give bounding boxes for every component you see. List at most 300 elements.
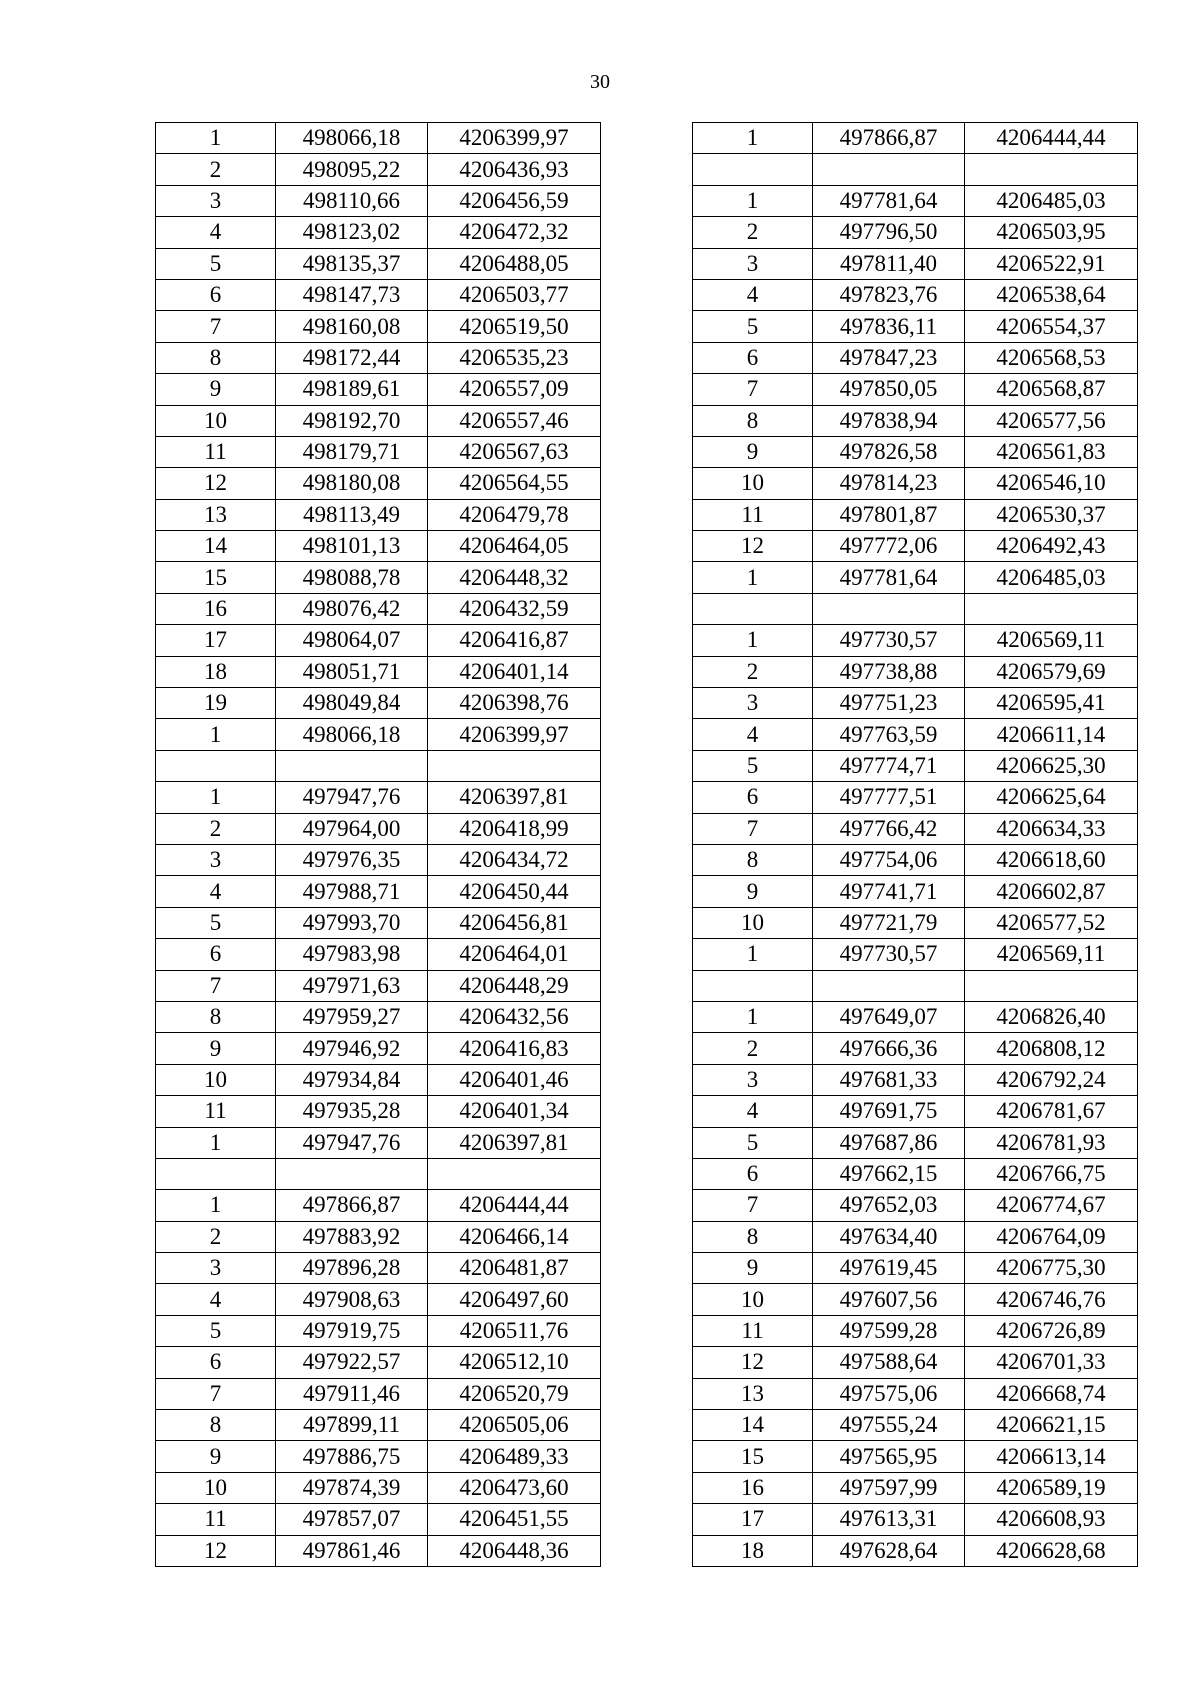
point-number-cell: 9 xyxy=(693,876,813,907)
x-coordinate-cell: 497836,11 xyxy=(813,311,965,342)
table-row xyxy=(156,1190,601,1221)
point-number-cell: 1 xyxy=(693,562,813,593)
y-coordinate-cell: 4206792,24 xyxy=(965,1064,1138,1095)
point-number-cell: 5 xyxy=(156,907,276,938)
x-coordinate-cell: 498180,08 xyxy=(276,468,428,499)
point-number-cell: 12 xyxy=(693,531,813,562)
table-row xyxy=(156,1472,601,1503)
table-row xyxy=(693,1064,1138,1095)
point-number-cell: 1 xyxy=(156,719,276,750)
table-row xyxy=(156,719,601,750)
table-row xyxy=(156,625,601,656)
y-coordinate-cell: 4206488,05 xyxy=(428,248,601,279)
x-coordinate-cell: 497613,31 xyxy=(813,1504,965,1535)
y-coordinate-cell: 4206775,30 xyxy=(965,1253,1138,1284)
y-coordinate-cell: 4206608,93 xyxy=(965,1504,1138,1535)
point-number-cell: 11 xyxy=(693,499,813,530)
coordinates-table-body xyxy=(693,123,1138,1567)
y-coordinate-cell: 4206602,87 xyxy=(965,876,1138,907)
table-row xyxy=(156,593,601,624)
point-number-cell: 6 xyxy=(693,782,813,813)
table-row xyxy=(693,1347,1138,1378)
x-coordinate-cell: 497634,40 xyxy=(813,1221,965,1252)
point-number-cell: 1 xyxy=(693,123,813,154)
point-number-cell: 13 xyxy=(156,499,276,530)
point-number-cell: 1 xyxy=(156,782,276,813)
x-coordinate-cell: 497946,92 xyxy=(276,1033,428,1064)
y-coordinate-cell: 4206520,79 xyxy=(428,1378,601,1409)
x-coordinate-cell: 497649,07 xyxy=(813,1001,965,1032)
y-coordinate-cell: 4206634,33 xyxy=(965,813,1138,844)
y-coordinate-cell: 4206625,64 xyxy=(965,782,1138,813)
point-number-cell: 10 xyxy=(693,907,813,938)
y-coordinate-cell: 4206450,44 xyxy=(428,876,601,907)
point-number-cell: 1 xyxy=(156,1190,276,1221)
y-coordinate-cell: 4206808,12 xyxy=(965,1033,1138,1064)
y-coordinate-cell: 4206497,60 xyxy=(428,1284,601,1315)
x-coordinate-cell: 497947,76 xyxy=(276,1127,428,1158)
table-row xyxy=(693,719,1138,750)
y-coordinate-cell: 4206397,81 xyxy=(428,782,601,813)
table-row xyxy=(156,1253,601,1284)
point-number-cell: 10 xyxy=(693,468,813,499)
point-number-cell: 16 xyxy=(693,1472,813,1503)
x-coordinate-cell: 498192,70 xyxy=(276,405,428,436)
x-coordinate-cell: 497838,94 xyxy=(813,405,965,436)
y-coordinate-cell: 4206451,55 xyxy=(428,1504,601,1535)
point-number-cell: 4 xyxy=(693,279,813,310)
point-number-cell: 5 xyxy=(156,248,276,279)
table-row xyxy=(693,1504,1138,1535)
y-coordinate-cell xyxy=(965,593,1138,624)
table-row xyxy=(156,1158,601,1189)
y-coordinate-cell: 4206522,91 xyxy=(965,248,1138,279)
x-coordinate-cell: 497607,56 xyxy=(813,1284,965,1315)
x-coordinate-cell: 497866,87 xyxy=(276,1190,428,1221)
y-coordinate-cell: 4206781,67 xyxy=(965,1096,1138,1127)
table-row xyxy=(693,1535,1138,1566)
x-coordinate-cell xyxy=(276,750,428,781)
table-row xyxy=(693,1158,1138,1189)
point-number-cell: 19 xyxy=(156,688,276,719)
table-row xyxy=(693,625,1138,656)
table-row xyxy=(156,248,601,279)
y-coordinate-cell: 4206512,10 xyxy=(428,1347,601,1378)
table-row xyxy=(693,436,1138,467)
point-number-cell: 4 xyxy=(693,1096,813,1127)
y-coordinate-cell: 4206577,52 xyxy=(965,907,1138,938)
table-row xyxy=(156,1033,601,1064)
point-number-cell: 1 xyxy=(693,939,813,970)
x-coordinate-cell: 497826,58 xyxy=(813,436,965,467)
x-coordinate-cell: 498160,08 xyxy=(276,311,428,342)
x-coordinate-cell: 497857,07 xyxy=(276,1504,428,1535)
y-coordinate-cell: 4206577,56 xyxy=(965,405,1138,436)
point-number-cell: 13 xyxy=(693,1378,813,1409)
table-row xyxy=(693,1472,1138,1503)
table-row xyxy=(156,1064,601,1095)
table-row xyxy=(693,688,1138,719)
y-coordinate-cell: 4206416,87 xyxy=(428,625,601,656)
table-row xyxy=(156,531,601,562)
x-coordinate-cell: 497565,95 xyxy=(813,1441,965,1472)
point-number-cell: 6 xyxy=(693,1158,813,1189)
y-coordinate-cell: 4206398,76 xyxy=(428,688,601,719)
y-coordinate-cell xyxy=(965,154,1138,185)
x-coordinate-cell: 497886,75 xyxy=(276,1441,428,1472)
point-number-cell xyxy=(156,750,276,781)
point-number-cell: 14 xyxy=(156,531,276,562)
x-coordinate-cell: 497919,75 xyxy=(276,1315,428,1346)
y-coordinate-cell: 4206530,37 xyxy=(965,499,1138,530)
table-row xyxy=(693,813,1138,844)
x-coordinate-cell: 497896,28 xyxy=(276,1253,428,1284)
y-coordinate-cell: 4206535,23 xyxy=(428,342,601,373)
x-coordinate-cell: 497959,27 xyxy=(276,1001,428,1032)
x-coordinate-cell: 497847,23 xyxy=(813,342,965,373)
table-row xyxy=(156,1410,601,1441)
y-coordinate-cell xyxy=(965,970,1138,1001)
y-coordinate-cell: 4206503,95 xyxy=(965,217,1138,248)
point-number-cell: 10 xyxy=(693,1284,813,1315)
y-coordinate-cell: 4206473,60 xyxy=(428,1472,601,1503)
table-row xyxy=(156,1127,601,1158)
table-row xyxy=(693,1001,1138,1032)
y-coordinate-cell: 4206436,93 xyxy=(428,154,601,185)
x-coordinate-cell: 498135,37 xyxy=(276,248,428,279)
point-number-cell: 7 xyxy=(156,311,276,342)
y-coordinate-cell: 4206434,72 xyxy=(428,844,601,875)
x-coordinate-cell: 497555,24 xyxy=(813,1410,965,1441)
table-row xyxy=(693,342,1138,373)
x-coordinate-cell: 497738,88 xyxy=(813,656,965,687)
x-coordinate-cell: 497908,63 xyxy=(276,1284,428,1315)
table-row xyxy=(693,656,1138,687)
point-number-cell: 12 xyxy=(693,1347,813,1378)
table-row xyxy=(693,279,1138,310)
x-coordinate-cell: 498088,78 xyxy=(276,562,428,593)
x-coordinate-cell: 498066,18 xyxy=(276,719,428,750)
coordinates-table-body xyxy=(156,123,601,1567)
y-coordinate-cell: 4206472,32 xyxy=(428,217,601,248)
x-coordinate-cell: 498172,44 xyxy=(276,342,428,373)
point-number-cell: 8 xyxy=(156,1001,276,1032)
y-coordinate-cell: 4206401,34 xyxy=(428,1096,601,1127)
table-row xyxy=(156,185,601,216)
x-coordinate-cell: 497911,46 xyxy=(276,1378,428,1409)
y-coordinate-cell: 4206511,76 xyxy=(428,1315,601,1346)
point-number-cell: 11 xyxy=(156,1096,276,1127)
table-row xyxy=(693,1441,1138,1472)
table-row xyxy=(693,1127,1138,1158)
point-number-cell: 12 xyxy=(156,468,276,499)
point-number-cell xyxy=(693,154,813,185)
x-coordinate-cell: 497971,63 xyxy=(276,970,428,1001)
coordinates-table-right xyxy=(692,122,1138,1567)
x-coordinate-cell: 497751,23 xyxy=(813,688,965,719)
point-number-cell: 3 xyxy=(156,1253,276,1284)
x-coordinate-cell: 497721,79 xyxy=(813,907,965,938)
x-coordinate-cell: 497850,05 xyxy=(813,374,965,405)
table-row xyxy=(156,970,601,1001)
table-row xyxy=(693,1253,1138,1284)
y-coordinate-cell: 4206569,11 xyxy=(965,939,1138,970)
table-row xyxy=(693,468,1138,499)
y-coordinate-cell: 4206456,81 xyxy=(428,907,601,938)
y-coordinate-cell: 4206503,77 xyxy=(428,279,601,310)
x-coordinate-cell: 498064,07 xyxy=(276,625,428,656)
table-row xyxy=(156,311,601,342)
x-coordinate-cell: 497763,59 xyxy=(813,719,965,750)
point-number-cell: 8 xyxy=(693,1221,813,1252)
point-number-cell: 2 xyxy=(693,656,813,687)
point-number-cell: 3 xyxy=(156,844,276,875)
y-coordinate-cell: 4206595,41 xyxy=(965,688,1138,719)
y-coordinate-cell: 4206481,87 xyxy=(428,1253,601,1284)
y-coordinate-cell: 4206701,33 xyxy=(965,1347,1138,1378)
table-row xyxy=(156,813,601,844)
x-coordinate-cell: 497861,46 xyxy=(276,1535,428,1566)
point-number-cell: 8 xyxy=(156,342,276,373)
table-row xyxy=(156,499,601,530)
table-row xyxy=(156,844,601,875)
point-number-cell: 14 xyxy=(693,1410,813,1441)
x-coordinate-cell: 497976,35 xyxy=(276,844,428,875)
y-coordinate-cell: 4206444,44 xyxy=(428,1190,601,1221)
point-number-cell: 18 xyxy=(693,1535,813,1566)
point-number-cell: 9 xyxy=(693,1253,813,1284)
table-row xyxy=(693,970,1138,1001)
y-coordinate-cell: 4206557,46 xyxy=(428,405,601,436)
table-row xyxy=(693,782,1138,813)
x-coordinate-cell: 498113,49 xyxy=(276,499,428,530)
table-row xyxy=(156,1441,601,1472)
y-coordinate-cell: 4206519,50 xyxy=(428,311,601,342)
table-row xyxy=(156,1378,601,1409)
y-coordinate-cell: 4206668,74 xyxy=(965,1378,1138,1409)
point-number-cell: 9 xyxy=(693,436,813,467)
x-coordinate-cell: 497730,57 xyxy=(813,625,965,656)
point-number-cell: 8 xyxy=(693,405,813,436)
y-coordinate-cell xyxy=(428,750,601,781)
x-coordinate-cell: 497777,51 xyxy=(813,782,965,813)
table-row xyxy=(693,185,1138,216)
y-coordinate-cell: 4206726,89 xyxy=(965,1315,1138,1346)
point-number-cell: 6 xyxy=(156,939,276,970)
table-row xyxy=(693,374,1138,405)
table-row xyxy=(156,907,601,938)
y-coordinate-cell: 4206611,14 xyxy=(965,719,1138,750)
table-row xyxy=(156,374,601,405)
table-row xyxy=(693,531,1138,562)
table-row xyxy=(156,1001,601,1032)
point-number-cell: 2 xyxy=(693,217,813,248)
point-number-cell: 7 xyxy=(693,374,813,405)
point-number-cell: 6 xyxy=(156,279,276,310)
y-coordinate-cell: 4206464,05 xyxy=(428,531,601,562)
y-coordinate-cell: 4206505,06 xyxy=(428,1410,601,1441)
point-number-cell: 9 xyxy=(156,1441,276,1472)
x-coordinate-cell: 498189,61 xyxy=(276,374,428,405)
y-coordinate-cell: 4206418,99 xyxy=(428,813,601,844)
table-row xyxy=(156,656,601,687)
table-row xyxy=(693,405,1138,436)
table-row xyxy=(156,876,601,907)
point-number-cell: 3 xyxy=(156,185,276,216)
x-coordinate-cell: 497781,64 xyxy=(813,562,965,593)
y-coordinate-cell: 4206492,43 xyxy=(965,531,1138,562)
y-coordinate-cell: 4206399,97 xyxy=(428,123,601,154)
x-coordinate-cell: 498066,18 xyxy=(276,123,428,154)
x-coordinate-cell: 497935,28 xyxy=(276,1096,428,1127)
x-coordinate-cell: 497922,57 xyxy=(276,1347,428,1378)
x-coordinate-cell: 497662,15 xyxy=(813,1158,965,1189)
x-coordinate-cell: 498110,66 xyxy=(276,185,428,216)
y-coordinate-cell: 4206397,81 xyxy=(428,1127,601,1158)
x-coordinate-cell: 497730,57 xyxy=(813,939,965,970)
point-number-cell: 16 xyxy=(156,593,276,624)
point-number-cell: 6 xyxy=(693,342,813,373)
point-number-cell: 1 xyxy=(693,625,813,656)
point-number-cell: 7 xyxy=(156,1378,276,1409)
table-row xyxy=(693,562,1138,593)
point-number-cell: 4 xyxy=(156,1284,276,1315)
point-number-cell: 4 xyxy=(693,719,813,750)
point-number-cell: 8 xyxy=(156,1410,276,1441)
table-row xyxy=(693,154,1138,185)
x-coordinate-cell: 497947,76 xyxy=(276,782,428,813)
point-number-cell: 15 xyxy=(156,562,276,593)
table-row xyxy=(693,1096,1138,1127)
table-row xyxy=(156,123,601,154)
point-number-cell xyxy=(693,970,813,1001)
point-number-cell: 7 xyxy=(693,1190,813,1221)
table-row xyxy=(156,1221,601,1252)
x-coordinate-cell: 498179,71 xyxy=(276,436,428,467)
point-number-cell: 17 xyxy=(693,1504,813,1535)
x-coordinate-cell xyxy=(813,154,965,185)
x-coordinate-cell: 498101,13 xyxy=(276,531,428,562)
y-coordinate-cell: 4206554,37 xyxy=(965,311,1138,342)
table-row xyxy=(156,1504,601,1535)
x-coordinate-cell: 497652,03 xyxy=(813,1190,965,1221)
y-coordinate-cell: 4206546,10 xyxy=(965,468,1138,499)
x-coordinate-cell: 497691,75 xyxy=(813,1096,965,1127)
table-row xyxy=(693,1410,1138,1441)
y-coordinate-cell: 4206416,83 xyxy=(428,1033,601,1064)
x-coordinate-cell: 497983,98 xyxy=(276,939,428,970)
point-number-cell: 3 xyxy=(693,688,813,719)
table-row xyxy=(156,154,601,185)
y-coordinate-cell: 4206401,46 xyxy=(428,1064,601,1095)
table-row xyxy=(156,405,601,436)
table-row xyxy=(693,499,1138,530)
x-coordinate-cell: 497619,45 xyxy=(813,1253,965,1284)
table-row xyxy=(693,1190,1138,1221)
table-row xyxy=(156,1096,601,1127)
y-coordinate-cell: 4206485,03 xyxy=(965,185,1138,216)
y-coordinate-cell: 4206774,67 xyxy=(965,1190,1138,1221)
x-coordinate-cell xyxy=(813,970,965,1001)
x-coordinate-cell: 497599,28 xyxy=(813,1315,965,1346)
y-coordinate-cell: 4206561,83 xyxy=(965,436,1138,467)
page-number: 30 xyxy=(590,71,610,93)
y-coordinate-cell xyxy=(428,1158,601,1189)
point-number-cell: 4 xyxy=(156,876,276,907)
x-coordinate-cell: 497823,76 xyxy=(813,279,965,310)
y-coordinate-cell: 4206464,01 xyxy=(428,939,601,970)
table-row xyxy=(693,1315,1138,1346)
x-coordinate-cell: 497814,23 xyxy=(813,468,965,499)
table-row xyxy=(693,939,1138,970)
x-coordinate-cell: 498123,02 xyxy=(276,217,428,248)
point-number-cell: 5 xyxy=(693,750,813,781)
point-number-cell: 2 xyxy=(693,1033,813,1064)
point-number-cell: 7 xyxy=(156,970,276,1001)
point-number-cell: 10 xyxy=(156,1064,276,1095)
y-coordinate-cell: 4206444,44 xyxy=(965,123,1138,154)
x-coordinate-cell: 498095,22 xyxy=(276,154,428,185)
y-coordinate-cell: 4206448,29 xyxy=(428,970,601,1001)
table-row xyxy=(156,436,601,467)
y-coordinate-cell: 4206485,03 xyxy=(965,562,1138,593)
y-coordinate-cell: 4206628,68 xyxy=(965,1535,1138,1566)
y-coordinate-cell: 4206826,40 xyxy=(965,1001,1138,1032)
point-number-cell: 1 xyxy=(156,1127,276,1158)
point-number-cell: 1 xyxy=(693,185,813,216)
x-coordinate-cell xyxy=(813,593,965,624)
x-coordinate-cell: 497597,99 xyxy=(813,1472,965,1503)
y-coordinate-cell: 4206432,56 xyxy=(428,1001,601,1032)
y-coordinate-cell: 4206564,55 xyxy=(428,468,601,499)
y-coordinate-cell: 4206618,60 xyxy=(965,844,1138,875)
table-row xyxy=(156,1347,601,1378)
point-number-cell: 7 xyxy=(693,813,813,844)
table-row xyxy=(156,1535,601,1566)
x-coordinate-cell: 497899,11 xyxy=(276,1410,428,1441)
x-coordinate-cell: 497588,64 xyxy=(813,1347,965,1378)
table-row xyxy=(156,750,601,781)
coordinates-table-left xyxy=(155,122,601,1567)
table-row xyxy=(156,342,601,373)
x-coordinate-cell: 497575,06 xyxy=(813,1378,965,1409)
x-coordinate-cell: 497666,36 xyxy=(813,1033,965,1064)
y-coordinate-cell: 4206557,09 xyxy=(428,374,601,405)
y-coordinate-cell: 4206766,75 xyxy=(965,1158,1138,1189)
y-coordinate-cell: 4206781,93 xyxy=(965,1127,1138,1158)
point-number-cell xyxy=(156,1158,276,1189)
x-coordinate-cell: 497781,64 xyxy=(813,185,965,216)
point-number-cell: 2 xyxy=(156,1221,276,1252)
point-number-cell: 9 xyxy=(156,374,276,405)
point-number-cell xyxy=(693,593,813,624)
point-number-cell: 3 xyxy=(693,1064,813,1095)
point-number-cell: 2 xyxy=(156,154,276,185)
table-row xyxy=(156,562,601,593)
y-coordinate-cell: 4206625,30 xyxy=(965,750,1138,781)
x-coordinate-cell: 497993,70 xyxy=(276,907,428,938)
x-coordinate-cell: 497811,40 xyxy=(813,248,965,279)
table-row xyxy=(693,217,1138,248)
x-coordinate-cell: 497772,06 xyxy=(813,531,965,562)
point-number-cell: 6 xyxy=(156,1347,276,1378)
table-row xyxy=(693,123,1138,154)
y-coordinate-cell: 4206448,32 xyxy=(428,562,601,593)
point-number-cell: 1 xyxy=(156,123,276,154)
table-row xyxy=(693,844,1138,875)
x-coordinate-cell: 497801,87 xyxy=(813,499,965,530)
y-coordinate-cell: 4206401,14 xyxy=(428,656,601,687)
